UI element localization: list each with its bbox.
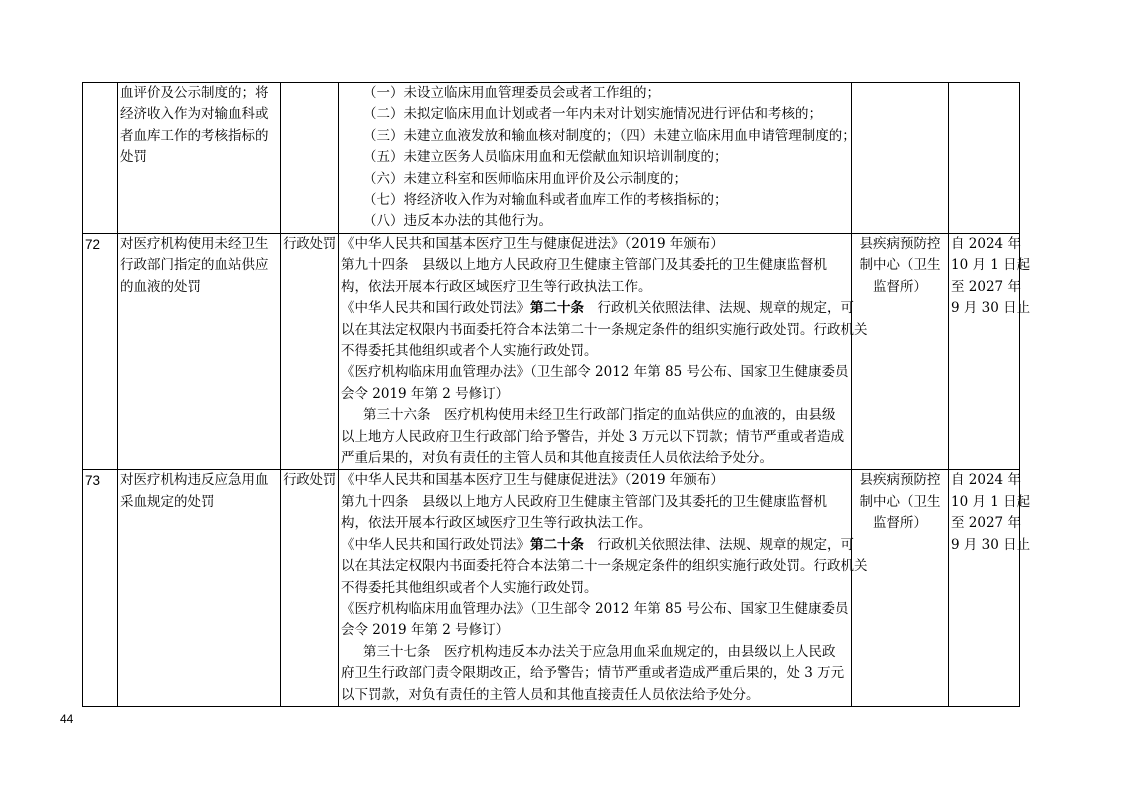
item-type: 行政处罚	[281, 470, 339, 706]
validity-period	[949, 83, 1020, 234]
period-line: 10 月 1 日起	[951, 257, 1031, 274]
item-name: 血评价及公示制度的；将经济收入作为对输血科或者血库工作的考核指标的处罚	[118, 83, 281, 234]
item-name: 对医疗机构使用未经卫生行政部门指定的血站供应的血液的处罚	[118, 234, 281, 470]
row-number	[83, 83, 118, 234]
legal-basis	[339, 83, 856, 234]
period-line: 至 2027 年	[951, 515, 1021, 532]
basis-line: 第九十四条 县级以上地方人民政府卫生健康主管部门及其委托的卫生健康监督机	[341, 493, 827, 510]
period-line: 自 2024 年	[951, 472, 1021, 489]
basis-line	[341, 298, 854, 319]
basis-line: （三）未建立血液发放和输血核对制度的；（四）未建立临床用血申请管理制度的；	[363, 127, 856, 144]
basis-line: （七）将经济收入作为对输血科或者血库工作的考核指标的；	[363, 192, 728, 209]
basis-line: 以在其法定权限内书面委托符合本法第二十一条规定条件的组织实施行政处罚。行政机关	[341, 321, 868, 338]
basis-line: 以上地方人民政府卫生行政部门给予警告，并处 3 万元以下罚款；情节严重或者造成	[341, 428, 845, 445]
responsible-department: 县疾病预防控制中心（卫生监督所）	[852, 470, 949, 706]
article-20-label: 第二十条	[530, 536, 584, 553]
table-row-73	[83, 470, 1020, 706]
validity-period	[949, 234, 1031, 470]
basis-line: 不得委托其他组织或者个人实施行政处罚。	[341, 343, 598, 360]
period-line: 9 月 30 日止	[951, 536, 1031, 553]
item-type	[281, 83, 339, 234]
basis-line: 《中华人民共和国基本医疗卫生与健康促进法》（2019 年颁布）	[341, 472, 724, 489]
basis-line: 第三十七条 医疗机构违反本办法关于应急用血采血规定的，由县级以上人民政	[363, 643, 836, 660]
basis-line: 《中华人民共和国基本医疗卫生与健康促进法》（2019 年颁布）	[341, 236, 724, 252]
basis-line: （六）未建立科室和医师临床用血评价及公示制度的；	[363, 170, 687, 187]
period-line: 9 月 30 日止	[951, 300, 1031, 317]
basis-line: 构，依法开展本行政区域医疗卫生等行政执法工作。	[341, 278, 652, 295]
article-20-label: 第二十条	[530, 300, 584, 317]
basis-line: 严重后果的，对负有责任的主管人员和其他直接责任人员依法给予处分。	[341, 450, 773, 467]
item-name: 对医疗机构违反应急用血采血规定的处罚	[118, 470, 281, 706]
basis-line: 构，依法开展本行政区域医疗卫生等行政执法工作。	[341, 515, 652, 532]
responsible-department: 县疾病预防控制中心（卫生监督所）	[852, 234, 949, 470]
basis-line: 会令 2019 年第 2 号修订）	[341, 385, 510, 402]
basis-line: 《医疗机构临床用血管理办法》（卫生部令 2012 年第 85 号公布、国家卫生健康委员	[341, 364, 849, 381]
basis-line: 以在其法定权限内书面委托符合本法第二十一条规定条件的组织实施行政处罚。行政机关	[341, 558, 868, 575]
basis-line: （五）未建立医务人员临床用血和无偿献血知识培训制度的；	[363, 149, 728, 166]
basis-line: 第三十六条 医疗机构使用未经卫生行政部门指定的血站供应的血液的，由县级	[363, 407, 836, 424]
table-row-72	[83, 234, 1020, 470]
legal-basis	[339, 234, 868, 470]
basis-line: 《医疗机构临床用血管理办法》（卫生部令 2012 年第 85 号公布、国家卫生健康委员	[341, 600, 849, 617]
basis-line: 府卫生行政部门责令限期改正，给予警告；情节严重或者造成严重后果的，处 3 万元	[341, 665, 845, 682]
period-line: 至 2027 年	[951, 278, 1021, 295]
basis-line: 会令 2019 年第 2 号修订）	[341, 622, 510, 639]
basis-line: （二）未拟定临床用血计划或者一年内未对计划实施情况进行评估和考核的；	[363, 106, 822, 123]
row-number: 73	[83, 470, 118, 706]
basis-line	[341, 535, 854, 556]
validity-period	[949, 470, 1031, 706]
law-title: 《中华人民共和国行政处罚法》	[341, 536, 530, 553]
basis-line: 第九十四条 县级以上地方人民政府卫生健康主管部门及其委托的卫生健康监督机	[341, 257, 827, 274]
period-line: 自 2024 年	[951, 236, 1021, 252]
legal-basis	[339, 470, 868, 706]
item-type: 行政处罚	[281, 234, 339, 470]
basis-line: （一）未设立临床用血管理委员会或者工作组的；	[363, 85, 660, 101]
row-number: 72	[83, 234, 118, 470]
table-row-continued	[83, 83, 1020, 234]
article-20-text: 行政机关依照法律、法规、规章的规定，可	[597, 300, 854, 317]
period-line: 10 月 1 日起	[951, 493, 1031, 510]
basis-line: 以下罚款，对负有责任的主管人员和其他直接责任人员依法给予处分。	[341, 686, 760, 703]
law-title: 《中华人民共和国行政处罚法》	[341, 300, 530, 317]
penalty-items-table	[82, 82, 1031, 707]
article-20-text: 行政机关依照法律、法规、规章的规定，可	[597, 536, 854, 553]
basis-line: 不得委托其他组织或者个人实施行政处罚。	[341, 579, 598, 596]
responsible-department	[852, 83, 949, 234]
basis-line: （八）违反本办法的其他行为。	[363, 213, 552, 230]
page-number: 44	[60, 712, 74, 726]
